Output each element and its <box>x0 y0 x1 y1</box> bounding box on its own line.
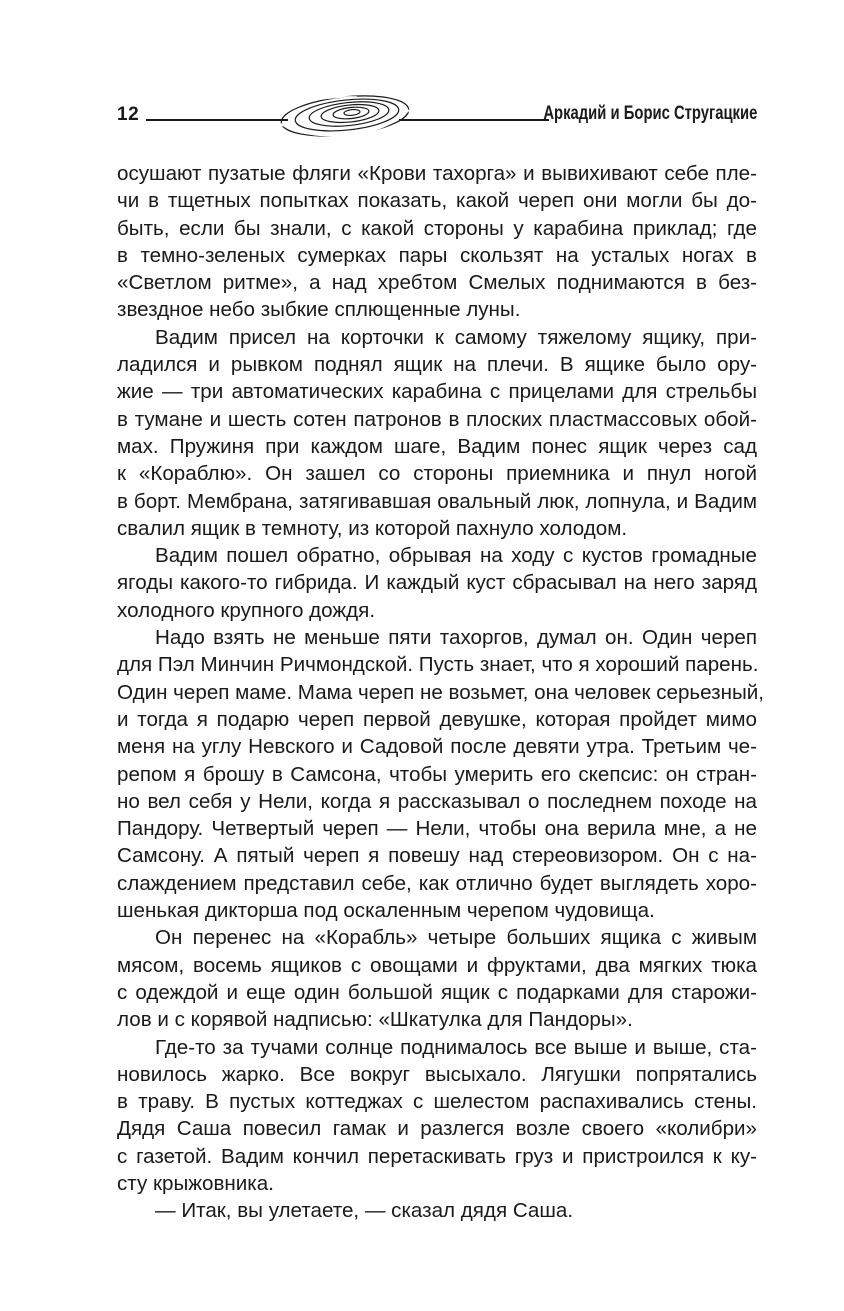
text-line: Он перенес на «Корабль» четыре больших ящика с живым <box>155 926 757 950</box>
text-line: жие — три автоматических карабина с прицелами для стрельбы <box>117 380 757 404</box>
text-line: шенькая дикторша под оскаленным черепом чудовища. <box>117 899 655 923</box>
text-line: для Пэл Минчин Ричмондской. Пусть знает, что я хороший парень. <box>117 653 759 677</box>
text-line: мах. Пружиня при каждом шаге, Вадим понес ящик через сад <box>117 434 757 458</box>
header-rule-right <box>399 119 549 121</box>
text-line: Надо взять не меньше пяти тахоргов, думал он. Один череп <box>155 626 757 650</box>
text-line: холодного крупного дождя. <box>117 598 376 622</box>
body-text <box>117 160 764 1225</box>
text-line: Где-то за тучами солнце поднималось все выше и выше, ста- <box>155 1035 757 1059</box>
text-line: в темно-зеленых сумерках пары скользят на усталых ногах в <box>117 243 757 267</box>
text-line: звездное небо зыбкие сплющенные луны. <box>117 298 521 322</box>
text-line: сту крыжовника. <box>117 1171 274 1195</box>
text-line: слаждением представил себе, как отлично будет выглядеть хоро- <box>117 871 757 895</box>
page-number: 12 <box>117 104 140 125</box>
text-line: в траву. В пустых коттеджах с шелестом распахивались стены. <box>117 1090 757 1114</box>
text-line: ягоды какого-то гибрида. И каждый куст сбрасывал на него заряд <box>117 571 757 595</box>
text-line: Дядя Саша повесил гамак и разлегся возле своего «колибри» <box>117 1117 757 1141</box>
text-line: — Итак, вы улетаете, — сказал дядя Саша. <box>155 1199 574 1223</box>
text-line: осушают пузатые фляги «Крови тахорга» и вывихивают себе пле- <box>117 162 757 185</box>
text-line: быть, если бы знали, с какой стороны у карабина приклад; где <box>117 216 757 240</box>
text-line: в борт. Мембрана, затягивавшая овальный люк, лопнула, и Вадим <box>117 489 757 513</box>
text-line: к «Кораблю». Он зашел со стороны приемника и пнул ногой <box>117 462 757 486</box>
text-line: Пандору. Четвертый череп — Нели, чтобы она верила мне, а не <box>117 817 757 841</box>
text-line: но вел себя у Нели, когда я рассказывал о последнем походе на <box>117 789 757 813</box>
running-title: Аркадий и Борис Стругацкие <box>543 103 757 124</box>
swirl-ornament-icon <box>277 94 413 140</box>
text-line: Самсону. А пятый череп я повешу над стереовизором. Он с на- <box>117 844 757 868</box>
text-line: новилось жарко. Все вокруг высыхало. Лягушки попрятались <box>117 1062 757 1086</box>
running-header <box>117 94 757 138</box>
text-line: с газетой. Вадим кончил перетаскивать груз и пристроился к ку- <box>117 1144 757 1168</box>
text-line: Один череп маме. Мама череп не возьмет, она человек серьезный, <box>117 680 764 704</box>
text-line: в тумане и шесть сотен патронов в плоских пластмассовых обой- <box>117 407 757 431</box>
text-line: меня на углу Невского и Садовой после девяти утра. Третьим че- <box>117 735 757 759</box>
text-line: лов и с корявой надписью: «Шкатулка для Пандоры». <box>117 1008 633 1032</box>
header-rule-left <box>146 119 288 121</box>
text-line: «Светлом ритме», а над хребтом Смелых поднимаются в без- <box>117 271 757 295</box>
text-line: с одеждой и еще один большой ящик с подарками для старожи- <box>117 980 757 1004</box>
text-line: Вадим присел на корточки к самому тяжелому ящику, при- <box>155 325 757 349</box>
text-line: репом я брошу в Самсона, чтобы умерить его скепсис: он стран- <box>117 762 757 786</box>
text-line: ладился и рывком поднял ящик на плечи. В ящике было ору- <box>117 353 757 377</box>
text-line: свалил ящик в темноту, из которой пахнуло холодом. <box>117 516 628 540</box>
text-line: и тогда я подарю череп первой девушке, которая пройдет мимо <box>117 707 757 731</box>
text-line: чи в тщетных попытках показать, какой череп они могли бы до- <box>117 189 757 213</box>
text-line: мясом, восемь ящиков с овощами и фруктами, два мягких тюка <box>117 953 757 977</box>
text-line: Вадим пошел обратно, обрывая на ходу с кустов громадные <box>155 544 757 568</box>
